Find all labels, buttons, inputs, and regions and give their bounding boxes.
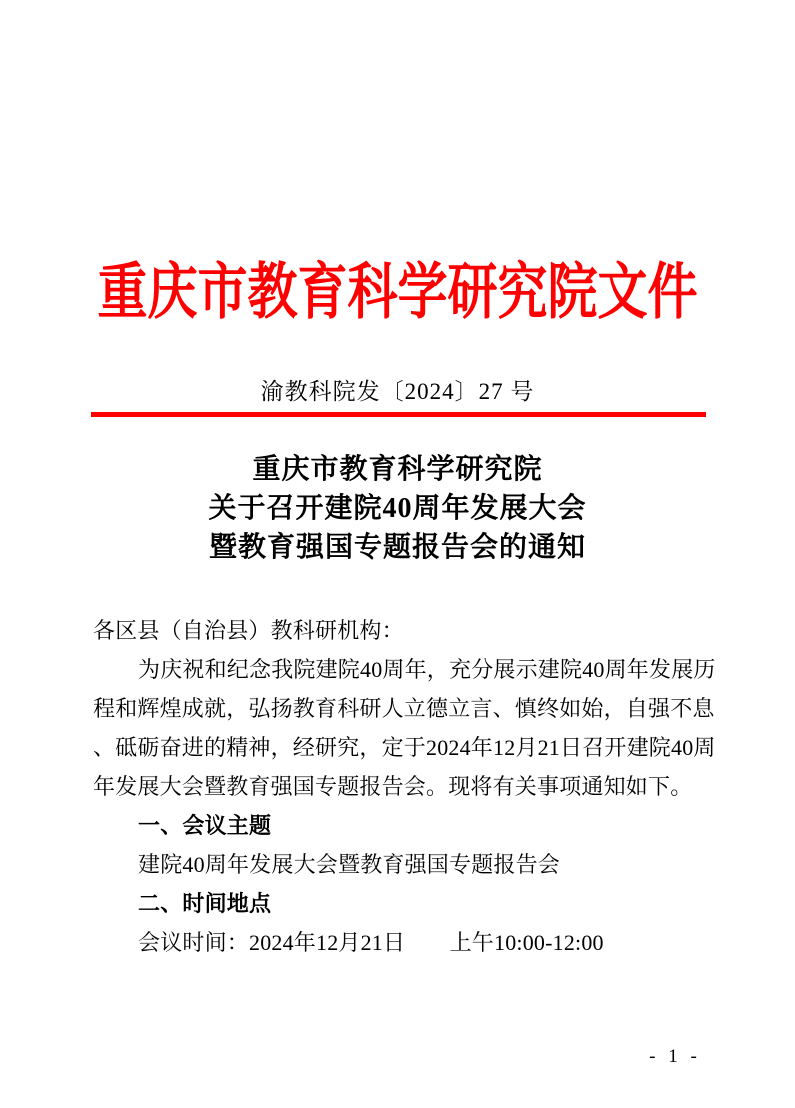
document-title-line-3: 暨教育强国专题报告会的通知 — [208, 532, 586, 563]
red-header-banner: 重庆市教育科学研究院文件 — [97, 257, 698, 327]
meeting-time-line: 会议时间：2024年12月21日 上午10:00-12:00 — [138, 930, 604, 955]
document-title — [0, 450, 795, 567]
paragraph-line-2: 程和辉煌成就，弘扬教育科研人立德立言、慎终如始，自强不息 — [93, 696, 715, 721]
section-heading-1: 一、会议主题 — [138, 813, 272, 838]
salutation-line: 各区县（自治县）教科研机构： — [93, 618, 404, 643]
document-title-line-2: 关于召开建院40周年发展大会 — [208, 493, 587, 524]
paragraph-line-4: 年发展大会暨教育强国专题报告会。现将有关事项通知如下。 — [93, 774, 693, 799]
section-heading-2: 二、时间地点 — [138, 891, 272, 916]
document-title-line-1: 重庆市教育科学研究院 — [252, 454, 543, 485]
document-body — [93, 611, 716, 962]
document-number: 渝教科院发〔2024〕27 号 — [260, 379, 535, 404]
section-1-content: 建院40周年发展大会暨教育强国专题报告会 — [138, 852, 561, 877]
paragraph-line-1: 为庆祝和纪念我院建院40周年，充分展示建院40周年发展历 — [138, 657, 716, 682]
page-number: - 1 - — [649, 1046, 701, 1067]
red-separator-line — [91, 412, 706, 417]
paragraph-line-3: 、砥砺奋进的精神，经研究，定于2024年12月21日召开建院40周 — [93, 735, 716, 760]
